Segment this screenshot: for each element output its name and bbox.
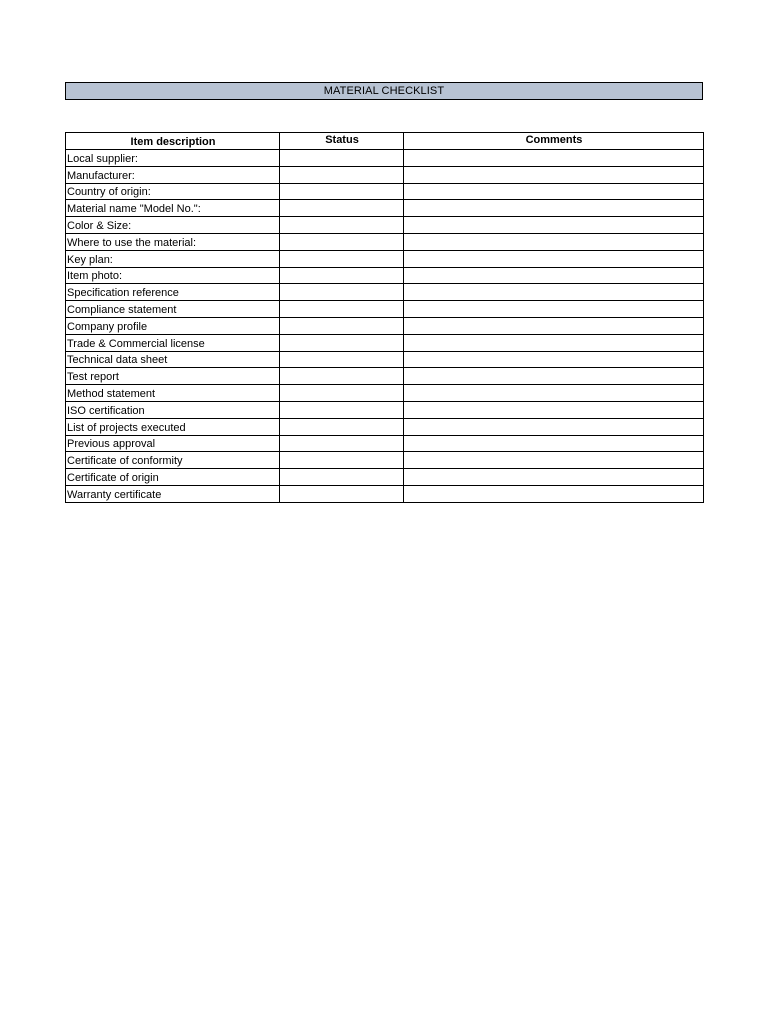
table-row xyxy=(66,317,704,334)
item-description-cell: Specification reference xyxy=(66,284,280,301)
table-row xyxy=(66,150,704,167)
table-row xyxy=(66,200,704,217)
item-description-cell: Color & Size: xyxy=(66,217,280,234)
checklist-title: MATERIAL CHECKLIST xyxy=(65,82,703,100)
table-row xyxy=(66,435,704,452)
status-cell[interactable] xyxy=(280,267,404,284)
status-cell[interactable] xyxy=(280,150,404,167)
comments-cell[interactable] xyxy=(404,368,704,385)
table-row xyxy=(66,166,704,183)
table-row xyxy=(66,385,704,402)
header-comments: Comments xyxy=(404,133,704,150)
status-cell[interactable] xyxy=(280,435,404,452)
table-row xyxy=(66,452,704,469)
comments-cell[interactable] xyxy=(404,200,704,217)
comments-cell[interactable] xyxy=(404,452,704,469)
table-body xyxy=(66,150,704,503)
comments-cell[interactable] xyxy=(404,469,704,486)
item-description-cell: Where to use the material: xyxy=(66,233,280,250)
comments-cell[interactable] xyxy=(404,166,704,183)
table-row xyxy=(66,267,704,284)
header-item-description: Item description xyxy=(66,133,280,150)
item-description-cell: Technical data sheet xyxy=(66,351,280,368)
comments-cell[interactable] xyxy=(404,233,704,250)
material-checklist-table xyxy=(65,132,704,503)
status-cell[interactable] xyxy=(280,166,404,183)
comments-cell[interactable] xyxy=(404,217,704,234)
comments-cell[interactable] xyxy=(404,351,704,368)
comments-cell[interactable] xyxy=(404,435,704,452)
comments-cell[interactable] xyxy=(404,418,704,435)
status-cell[interactable] xyxy=(280,183,404,200)
table-row xyxy=(66,351,704,368)
table-row xyxy=(66,401,704,418)
status-cell[interactable] xyxy=(280,317,404,334)
item-description-cell: Previous approval xyxy=(66,435,280,452)
comments-cell[interactable] xyxy=(404,317,704,334)
status-cell[interactable] xyxy=(280,401,404,418)
status-cell[interactable] xyxy=(280,250,404,267)
table-row xyxy=(66,485,704,502)
item-description-cell: Test report xyxy=(66,368,280,385)
header-status: Status xyxy=(280,133,404,150)
item-description-cell: Material name "Model No.": xyxy=(66,200,280,217)
status-cell[interactable] xyxy=(280,301,404,318)
status-cell[interactable] xyxy=(280,233,404,250)
item-description-cell: ISO certification xyxy=(66,401,280,418)
table-row xyxy=(66,301,704,318)
status-cell[interactable] xyxy=(280,284,404,301)
table-row xyxy=(66,469,704,486)
table-row xyxy=(66,233,704,250)
status-cell[interactable] xyxy=(280,485,404,502)
item-description-cell: Trade & Commercial license xyxy=(66,334,280,351)
item-description-cell: Certificate of conformity xyxy=(66,452,280,469)
table-row xyxy=(66,250,704,267)
table-row xyxy=(66,418,704,435)
item-description-cell: List of projects executed xyxy=(66,418,280,435)
table-row xyxy=(66,217,704,234)
item-description-cell: Method statement xyxy=(66,385,280,402)
comments-cell[interactable] xyxy=(404,267,704,284)
comments-cell[interactable] xyxy=(404,385,704,402)
item-description-cell: Item photo: xyxy=(66,267,280,284)
item-description-cell: Compliance statement xyxy=(66,301,280,318)
item-description-cell: Country of origin: xyxy=(66,183,280,200)
status-cell[interactable] xyxy=(280,452,404,469)
comments-cell[interactable] xyxy=(404,301,704,318)
table-header-row xyxy=(66,133,704,150)
comments-cell[interactable] xyxy=(404,485,704,502)
comments-cell[interactable] xyxy=(404,401,704,418)
status-cell[interactable] xyxy=(280,200,404,217)
status-cell[interactable] xyxy=(280,217,404,234)
item-description-cell: Company profile xyxy=(66,317,280,334)
table-row xyxy=(66,368,704,385)
comments-cell[interactable] xyxy=(404,183,704,200)
status-cell[interactable] xyxy=(280,418,404,435)
comments-cell[interactable] xyxy=(404,250,704,267)
status-cell[interactable] xyxy=(280,351,404,368)
status-cell[interactable] xyxy=(280,334,404,351)
status-cell[interactable] xyxy=(280,469,404,486)
table-row xyxy=(66,334,704,351)
table-row xyxy=(66,284,704,301)
item-description-cell: Manufacturer: xyxy=(66,166,280,183)
comments-cell[interactable] xyxy=(404,334,704,351)
item-description-cell: Warranty certificate xyxy=(66,485,280,502)
status-cell[interactable] xyxy=(280,385,404,402)
table-row xyxy=(66,183,704,200)
comments-cell[interactable] xyxy=(404,150,704,167)
status-cell[interactable] xyxy=(280,368,404,385)
item-description-cell: Certificate of origin xyxy=(66,469,280,486)
item-description-cell: Key plan: xyxy=(66,250,280,267)
item-description-cell: Local supplier: xyxy=(66,150,280,167)
comments-cell[interactable] xyxy=(404,284,704,301)
